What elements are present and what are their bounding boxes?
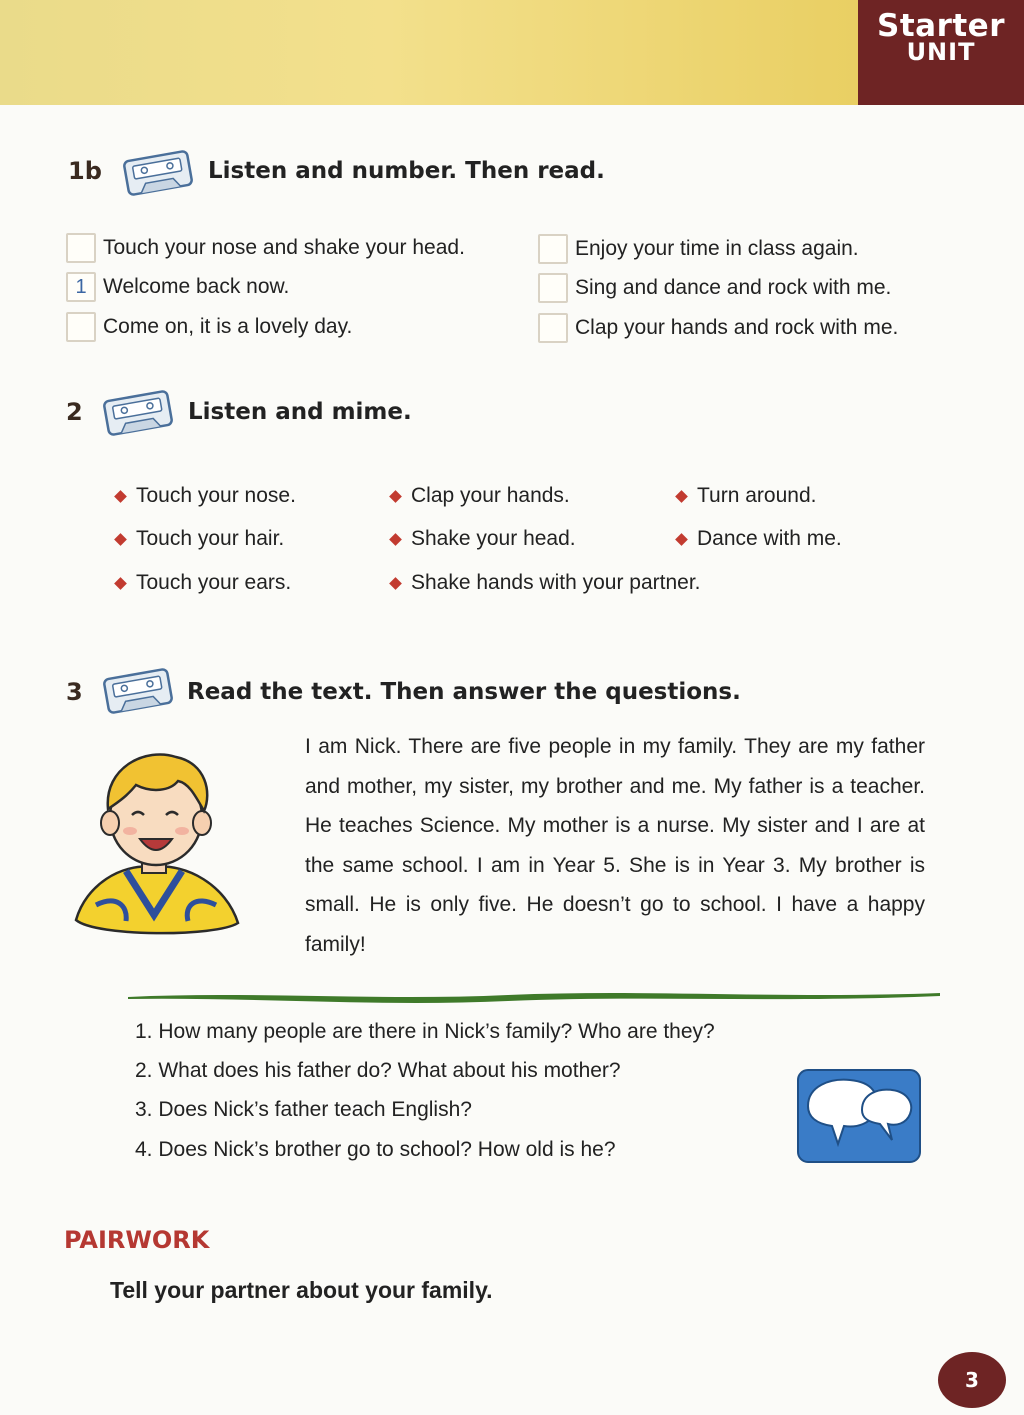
bullet-diamond-icon [114,577,127,590]
cassette-icon [100,666,176,716]
header-banner [0,0,858,105]
list-item [114,571,291,595]
action-text: Dance with me. [697,527,842,550]
list-item [389,571,701,595]
question-3: 3. Does Nick’s father teach English? [135,1098,472,1121]
action-text: Shake your head. [411,527,576,550]
list-item [675,527,842,551]
bullet-diamond-icon [675,490,688,503]
answer-box[interactable] [66,312,96,342]
exercise-1b-number: 1b [68,157,102,185]
question-2: 2. What does his father do? What about his mother? [135,1059,621,1082]
answer-box[interactable] [66,233,96,263]
song-line: Come on, it is a lovely day. [103,315,353,338]
action-text: Touch your nose. [136,484,296,507]
action-text: Shake hands with your partner. [411,571,701,594]
unit-tab-line1: Starter [877,8,1005,44]
song-line: Sing and dance and rock with me. [575,276,892,299]
song-line: Clap your hands and rock with me. [575,316,899,339]
exercise-1b-heading [68,157,102,185]
page-number: 3 [938,1352,1006,1408]
exercise-2-number: 2 [66,398,83,426]
exercise-1b-title-wrap [208,158,605,184]
pairwork-task: Tell your partner about your family. [110,1277,493,1303]
list-item [538,234,859,264]
nick-illustration [66,745,246,945]
answer-box[interactable] [538,234,568,264]
divider-line [128,985,940,1007]
exercise-2-title-wrap [188,399,412,425]
exercise-3-title-wrap [187,679,741,705]
list-item [66,312,352,342]
exercise-2-heading [66,398,83,426]
answer-box[interactable] [538,313,568,343]
list-item [389,527,576,551]
answer-box[interactable] [538,273,568,303]
answer-box[interactable]: 1 [66,272,96,302]
song-line: Touch your nose and shake your head. [103,236,465,259]
exercise-2-title: Listen and mime. [188,399,412,425]
list-item [114,484,296,508]
reading-text: I am Nick. There are five people in my family. They are my father and mother, my sister, my brother and me. My father is a teacher. He teaches Science. My mother is a nurse. My sister and I are at the same school. I am in Year 5. She is in Year 3. My brother is small. He is only five. He doesn’t go to school. I have a happy family! [305,735,925,956]
list-item [114,527,284,551]
list-item [538,273,891,303]
list-item [675,484,816,508]
bullet-diamond-icon [675,533,688,546]
question-1: 1. How many people are there in Nick’s family? Who are they? [135,1020,715,1043]
unit-tab-line2: UNIT [906,38,976,66]
action-text: Clap your hands. [411,484,570,507]
exercise-3-number: 3 [66,678,83,706]
unit-tab [858,0,1024,105]
song-line: Welcome back now. [103,275,290,298]
bullet-diamond-icon [389,533,402,546]
pairwork-heading: PAIRWORK [64,1226,210,1254]
bullet-diamond-icon [389,490,402,503]
song-line: Enjoy your time in class again. [575,237,859,260]
list-item [66,233,465,263]
action-text: Touch your hair. [136,527,285,550]
speech-bubbles-icon [796,1064,922,1164]
exercise-1b-title: Listen and number. Then read. [208,158,605,184]
cassette-icon [100,388,176,438]
exercise-3-title: Read the text. Then answer the questions. [187,679,741,705]
question-4: 4. Does Nick’s brother go to school? How old is he? [135,1138,616,1161]
list-item [389,484,570,508]
bullet-diamond-icon [389,577,402,590]
list-item [66,272,289,302]
list-item [538,313,898,343]
bullet-diamond-icon [114,533,127,546]
exercise-3-heading [66,678,83,706]
action-text: Turn around. [697,484,817,507]
action-text: Touch your ears. [136,571,292,594]
cassette-icon [120,148,196,198]
bullet-diamond-icon [114,490,127,503]
